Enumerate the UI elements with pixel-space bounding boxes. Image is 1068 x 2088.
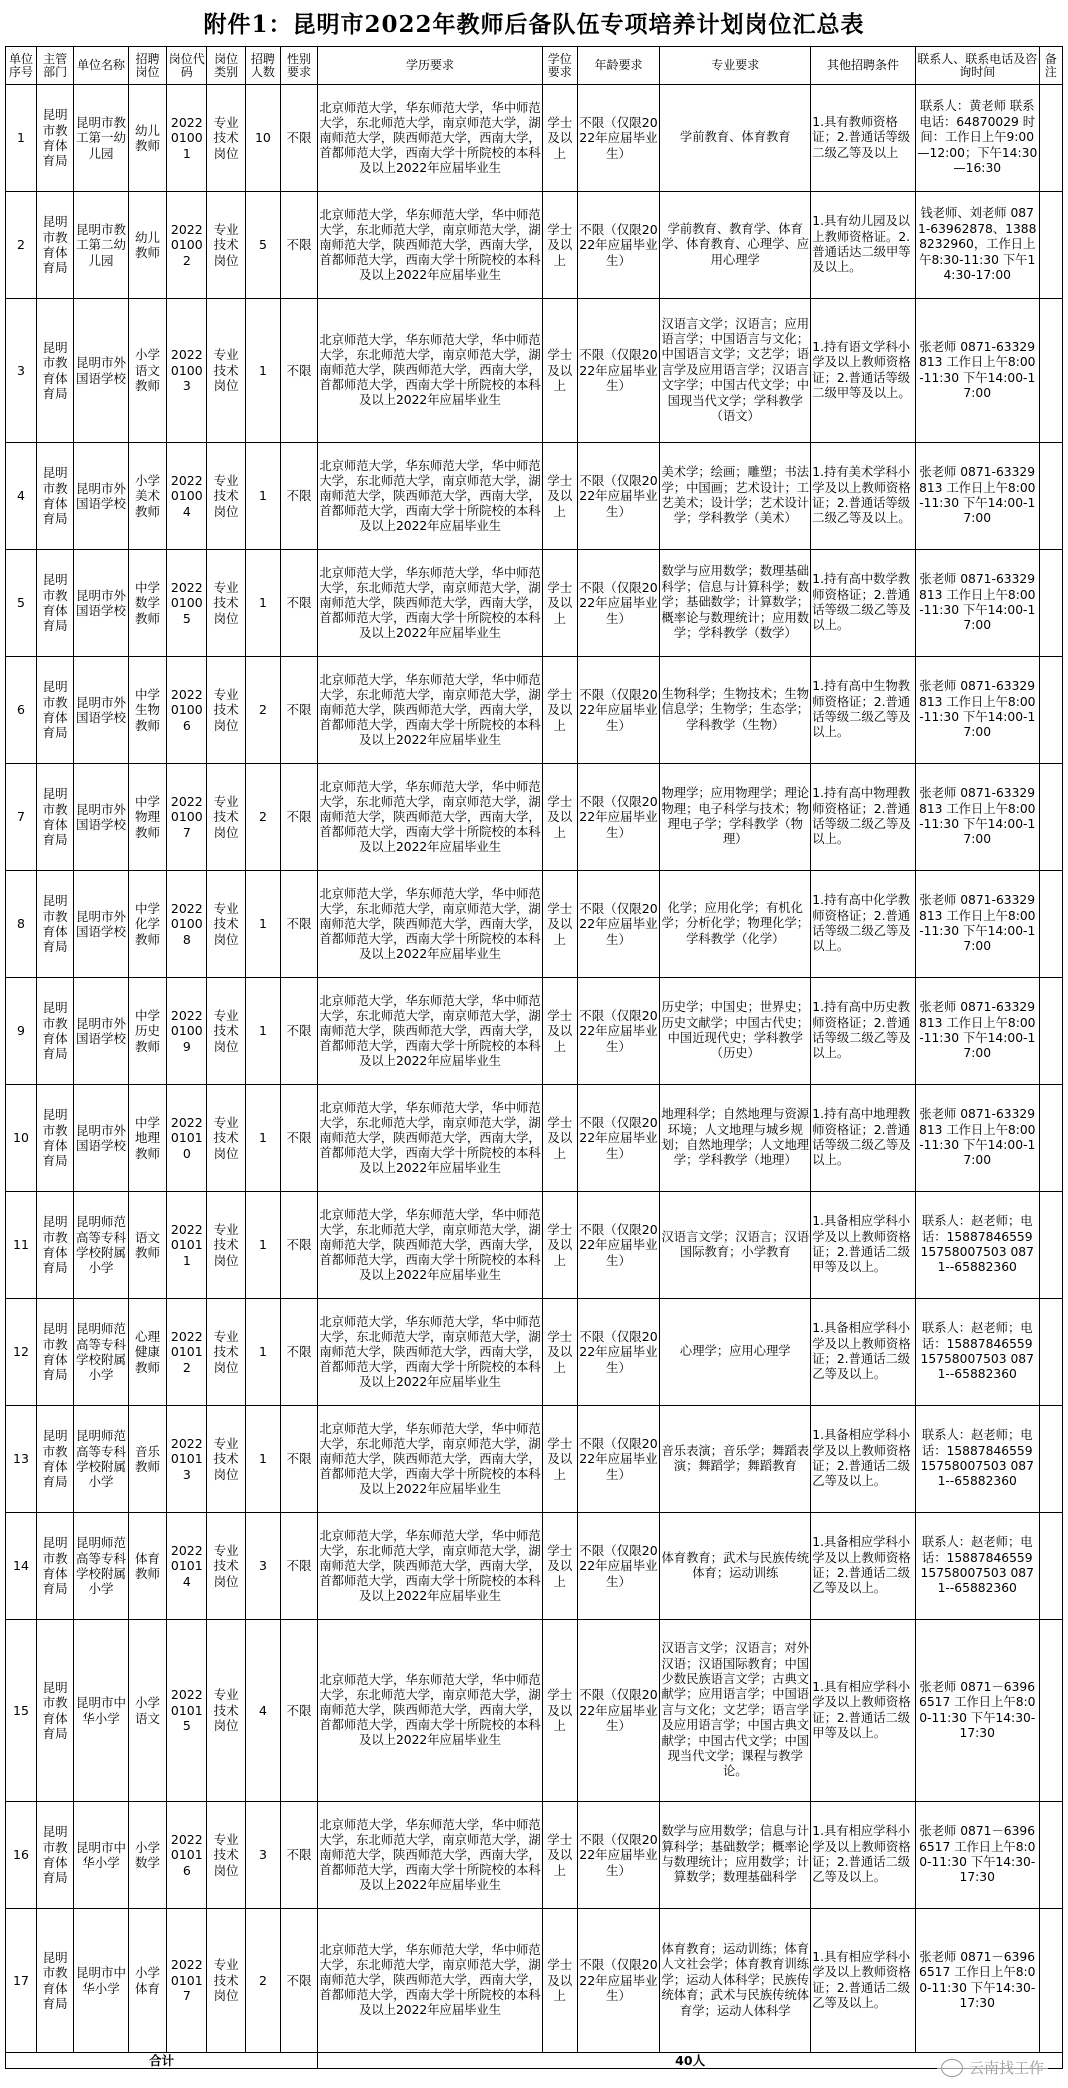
post-cell: 音乐教师 [128,1406,167,1513]
unit-cell: 昆明师范高等专科学校附属小学 [74,1513,128,1620]
conditions-cell: 1.持有高中物理教师资格证；2.普通话等级二级乙等及以上。 [811,764,916,871]
conditions-cell: 1.持有高中化学教师资格证；2.普通话等级二级乙等及以上。 [811,871,916,978]
contact-cell: 张老师 0871-63329813 工作日上午8:00-11:30 下午14:00-17:00 [915,443,1039,550]
conditions-cell: 1.持有高中生物教师资格证；2.普通话等级二级乙等及以上。 [811,657,916,764]
unit-cell: 昆明市教工第一幼儿园 [74,85,128,192]
age-cell: 不限（仅限2022年应届毕业生） [577,443,660,550]
contact-cell: 张老师 0871-63329813 工作日上午8:00-11:30 下午14:00-17:00 [915,657,1039,764]
degree-cell: 学士及以上 [542,871,577,978]
gender-cell: 不限 [280,1299,317,1406]
degree-cell: 学士及以上 [542,1620,577,1802]
education-cell: 北京师范大学，华东师范大学，华中师范大学，东北师范大学，南京师范大学，湖南师范大学，陕西师范大学，西南大学，首都师范大学，西南大学十所院校的本科及以上2022年应届毕业生 [318,1513,543,1620]
education-cell: 北京师范大学，华东师范大学，华中师范大学，东北师范大学，南京师范大学，湖南师范大学，陕西师范大学，西南大学，首都师范大学，西南大学十所院校的本科及以上2022年应届毕业生 [318,764,543,871]
dept-cell: 昆明市教育体育局 [36,85,73,192]
note-cell [1039,192,1062,299]
note-cell [1039,764,1062,871]
major-cell: 汉语言文学；汉语言；汉语国际教育；小学教育 [660,1192,811,1299]
education-cell: 北京师范大学，华东师范大学，华中师范大学，东北师范大学，南京师范大学，湖南师范大学，陕西师范大学，西南大学，首都师范大学，西南大学十所院校的本科及以上2022年应届毕业生 [318,1085,543,1192]
note-cell [1039,1620,1062,1802]
age-cell: 不限（仅限2022年应届毕业生） [577,192,660,299]
unit-cell: 昆明市中华小学 [74,1620,128,1802]
code-cell: 202201016 [167,1802,207,1909]
education-cell: 北京师范大学，华东师范大学，华中师范大学，东北师范大学，南京师范大学，湖南师范大学，陕西师范大学，西南大学，首都师范大学，西南大学十所院校的本科及以上2022年应届毕业生 [318,1620,543,1802]
note-cell [1039,1909,1062,2053]
page-title: 附件1：昆明市2022年教师后备队伍专项培养计划岗位汇总表 [203,11,865,38]
conditions-cell: 1.持有语文学科小学及以上教师资格证；2.普通话等级二级甲等及以上。 [811,299,916,443]
gender-cell: 不限 [280,1513,317,1620]
table-row [6,764,1063,871]
unit-cell: 昆明师范高等专科学校附属小学 [74,1299,128,1406]
gender-cell: 不限 [280,657,317,764]
header-cell: 年龄要求 [577,47,660,85]
post-cell: 体育教师 [128,1513,167,1620]
category-cell: 专业技术岗位 [207,1192,246,1299]
code-cell: 202201002 [167,192,207,299]
post-cell: 语文教师 [128,1192,167,1299]
code-cell: 202201011 [167,1192,207,1299]
watermark-text: 云南找工作 [968,2059,1044,2077]
education-cell: 北京师范大学，华东师范大学，华中师范大学，东北师范大学，南京师范大学，湖南师范大学，陕西师范大学，西南大学，首都师范大学，西南大学十所院校的本科及以上2022年应届毕业生 [318,192,543,299]
count-cell: 1 [246,550,281,657]
major-cell: 数学与应用数学；数理基础科学；信息与计算科学；数学；基础数学；计算数学；概率论与数理统计；应用数学；学科教学（数学） [660,550,811,657]
dept-cell: 昆明市教育体育局 [36,1299,73,1406]
age-cell: 不限（仅限2022年应届毕业生） [577,1406,660,1513]
code-cell: 202201001 [167,85,207,192]
dept-cell: 昆明市教育体育局 [36,192,73,299]
dept-cell: 昆明市教育体育局 [36,1513,73,1620]
note-cell [1039,1299,1062,1406]
degree-cell: 学士及以上 [542,657,577,764]
degree-cell: 学士及以上 [542,443,577,550]
category-cell: 专业技术岗位 [207,657,246,764]
note-cell [1039,1513,1062,1620]
note-cell [1039,299,1062,443]
unit-cell: 昆明师范高等专科学校附属小学 [74,1192,128,1299]
chat-bubble-icon [941,2059,963,2077]
conditions-cell: 1.持有美术学科小学及以上教师资格证；2.普通话等级二级乙等及以上。 [811,443,916,550]
count-cell: 2 [246,764,281,871]
contact-cell: 张老师 0871－63966517 工作日上午8:00-11:30 下午14:30-17:30 [915,1802,1039,1909]
table-row [6,1802,1063,1909]
gender-cell: 不限 [280,764,317,871]
education-cell: 北京师范大学，华东师范大学，华中师范大学，东北师范大学，南京师范大学，湖南师范大学，陕西师范大学，西南大学，首都师范大学，西南大学十所院校的本科及以上2022年应届毕业生 [318,978,543,1085]
contact-cell: 联系人：黄老师 联系电话：64870029 时间：工作日上午9:00—12:00；下午14:30—16:30 [915,85,1039,192]
education-cell: 北京师范大学，华东师范大学，华中师范大学，东北师范大学，南京师范大学，湖南师范大学，陕西师范大学，西南大学，首都师范大学，西南大学十所院校的本科及以上2022年应届毕业生 [318,1192,543,1299]
age-cell: 不限（仅限2022年应届毕业生） [577,764,660,871]
code-cell: 202201010 [167,1085,207,1192]
contact-cell: 联系人：赵老师；电话：15887846559 15758007503 0871--65882360 [915,1406,1039,1513]
post-cell: 中学化学教师 [128,871,167,978]
conditions-cell: 1.具有相应学科小学及以上教师资格证；2.普通话二级乙等及以上。 [811,1802,916,1909]
post-cell: 小学语文教师 [128,299,167,443]
note-cell [1039,1802,1062,1909]
age-cell: 不限（仅限2022年应届毕业生） [577,1299,660,1406]
degree-cell: 学士及以上 [542,550,577,657]
header-cell: 联系人、联系电话及咨询时间 [915,47,1039,85]
major-cell: 地理科学；自然地理与资源环境；人文地理与城乡规划；自然地理学；人文地理学；学科教学（地理） [660,1085,811,1192]
age-cell: 不限（仅限2022年应届毕业生） [577,1085,660,1192]
table-row [6,550,1063,657]
education-cell: 北京师范大学，华东师范大学，华中师范大学，东北师范大学，南京师范大学，湖南师范大学，陕西师范大学，西南大学，首都师范大学，西南大学十所院校的本科及以上2022年应届毕业生 [318,1299,543,1406]
row-number: 6 [6,657,37,764]
gender-cell: 不限 [280,1620,317,1802]
header-cell: 学历要求 [318,47,543,85]
contact-cell: 张老师 0871-63329813 工作日上午8:00-11:30 下午14:00-17:00 [915,871,1039,978]
count-cell: 1 [246,1406,281,1513]
contact-cell: 张老师 0871-63329813 工作日上午8:00-11:30 下午14:00-17:00 [915,978,1039,1085]
age-cell: 不限（仅限2022年应届毕业生） [577,85,660,192]
header-cell: 岗位代码 [167,47,207,85]
education-cell: 北京师范大学，华东师范大学，华中师范大学，东北师范大学，南京师范大学，湖南师范大学，陕西师范大学，西南大学，首都师范大学，西南大学十所院校的本科及以上2022年应届毕业生 [318,85,543,192]
degree-cell: 学士及以上 [542,1909,577,2053]
watermark [937,2055,1048,2080]
positions-table [5,46,1063,2069]
unit-cell: 昆明市中华小学 [74,1909,128,2053]
row-number: 1 [6,85,37,192]
dept-cell: 昆明市教育体育局 [36,299,73,443]
note-cell [1039,1192,1062,1299]
education-cell: 北京师范大学，华东师范大学，华中师范大学，东北师范大学，南京师范大学，湖南师范大学，陕西师范大学，西南大学，首都师范大学，西南大学十所院校的本科及以上2022年应届毕业生 [318,871,543,978]
degree-cell: 学士及以上 [542,85,577,192]
row-number: 16 [6,1802,37,1909]
age-cell: 不限（仅限2022年应届毕业生） [577,978,660,1085]
conditions-cell: 1.具备相应学科小学及以上教师资格证；2.普通话二级乙等及以上。 [811,1406,916,1513]
conditions-cell: 1.具备相应学科小学及以上教师资格证；2.普通话二级乙等及以上。 [811,1299,916,1406]
degree-cell: 学士及以上 [542,1406,577,1513]
dept-cell: 昆明市教育体育局 [36,871,73,978]
header-row [6,47,1063,85]
education-cell: 北京师范大学，华东师范大学，华中师范大学，东北师范大学，南京师范大学，湖南师范大学，陕西师范大学，西南大学，首都师范大学，西南大学十所院校的本科及以上2022年应届毕业生 [318,1406,543,1513]
post-cell: 幼儿教师 [128,192,167,299]
post-cell: 中学物理教师 [128,764,167,871]
table-row [6,443,1063,550]
post-cell: 小学美术教师 [128,443,167,550]
count-cell: 2 [246,657,281,764]
post-cell: 中学生物教师 [128,657,167,764]
contact-cell: 钱老师、刘老师 0871-63962878、13888232960，工作日上午8:30-11:30 下午14:30-17:00 [915,192,1039,299]
category-cell: 专业技术岗位 [207,1909,246,2053]
header-cell: 学位要求 [542,47,577,85]
count-cell: 3 [246,1802,281,1909]
dept-cell: 昆明市教育体育局 [36,443,73,550]
major-cell: 体育教育；运动训练；体育人文社会学；体育教育训练学；运动人体科学；民族传统体育；武术与民族传统体育学；运动人体科学 [660,1909,811,2053]
code-cell: 202201007 [167,764,207,871]
category-cell: 专业技术岗位 [207,1406,246,1513]
education-cell: 北京师范大学，华东师范大学，华中师范大学，东北师范大学，南京师范大学，湖南师范大学，陕西师范大学，西南大学，首都师范大学，西南大学十所院校的本科及以上2022年应届毕业生 [318,1909,543,2053]
age-cell: 不限（仅限2022年应届毕业生） [577,299,660,443]
note-cell [1039,871,1062,978]
gender-cell: 不限 [280,1802,317,1909]
table-row [6,1406,1063,1513]
count-cell: 4 [246,1620,281,1802]
category-cell: 专业技术岗位 [207,1085,246,1192]
dept-cell: 昆明市教育体育局 [36,1909,73,2053]
category-cell: 专业技术岗位 [207,1802,246,1909]
unit-cell: 昆明市外国语学校 [74,1085,128,1192]
contact-cell: 张老师 0871-63329813 工作日上午8:00-11:30 下午14:00-17:00 [915,550,1039,657]
category-cell: 专业技术岗位 [207,978,246,1085]
unit-cell: 昆明市外国语学校 [74,299,128,443]
conditions-cell: 1.持有高中历史教师资格证；2.普通话等级二级乙等及以上。 [811,978,916,1085]
conditions-cell: 1.具备相应学科小学及以上教师资格证；2.普通话二级甲等及以上。 [811,1192,916,1299]
row-number: 17 [6,1909,37,2053]
contact-cell: 张老师 0871-63329813 工作日上午8:00-11:30 下午14:00-17:00 [915,1085,1039,1192]
header-cell: 性别要求 [280,47,317,85]
note-cell [1039,978,1062,1085]
age-cell: 不限（仅限2022年应届毕业生） [577,1620,660,1802]
note-cell [1039,85,1062,192]
header-cell: 岗位类别 [207,47,246,85]
dept-cell: 昆明市教育体育局 [36,1085,73,1192]
row-number: 11 [6,1192,37,1299]
conditions-cell: 1.持有高中数学教师资格证；2.普通话等级二级乙等及以上。 [811,550,916,657]
count-cell: 2 [246,1909,281,2053]
degree-cell: 学士及以上 [542,1299,577,1406]
total-value: 40人 [318,2053,1063,2069]
post-cell: 中学数学教师 [128,550,167,657]
contact-cell: 联系人：赵老师；电话：15887846559 15758007503 0871--65882360 [915,1299,1039,1406]
row-number: 4 [6,443,37,550]
table-row [6,85,1063,192]
header-cell: 其他招聘条件 [811,47,916,85]
table-row [6,1192,1063,1299]
table-row [6,1513,1063,1620]
education-cell: 北京师范大学，华东师范大学，华中师范大学，东北师范大学，南京师范大学，湖南师范大学，陕西师范大学，西南大学，首都师范大学，西南大学十所院校的本科及以上2022年应届毕业生 [318,657,543,764]
major-cell: 美术学；绘画；雕塑；书法学；中国画；艺术设计；工艺美术；设计学；艺术设计学；学科教学（美术） [660,443,811,550]
row-number: 8 [6,871,37,978]
row-number: 3 [6,299,37,443]
post-cell: 心理健康教师 [128,1299,167,1406]
count-cell: 1 [246,1299,281,1406]
gender-cell: 不限 [280,85,317,192]
gender-cell: 不限 [280,1406,317,1513]
code-cell: 202201006 [167,657,207,764]
gender-cell: 不限 [280,443,317,550]
degree-cell: 学士及以上 [542,764,577,871]
table-row [6,1085,1063,1192]
major-cell: 体育教育；武术与民族传统体育；运动训练 [660,1513,811,1620]
header-cell: 单位名称 [74,47,128,85]
degree-cell: 学士及以上 [542,1802,577,1909]
category-cell: 专业技术岗位 [207,871,246,978]
row-number: 5 [6,550,37,657]
category-cell: 专业技术岗位 [207,1299,246,1406]
education-cell: 北京师范大学，华东师范大学，华中师范大学，东北师范大学，南京师范大学，湖南师范大学，陕西师范大学，西南大学，首都师范大学，西南大学十所院校的本科及以上2022年应届毕业生 [318,550,543,657]
education-cell: 北京师范大学，华东师范大学，华中师范大学，东北师范大学，南京师范大学，湖南师范大学，陕西师范大学，西南大学，首都师范大学，西南大学十所院校的本科及以上2022年应届毕业生 [318,1802,543,1909]
count-cell: 5 [246,192,281,299]
dept-cell: 昆明市教育体育局 [36,978,73,1085]
code-cell: 202201017 [167,1909,207,2053]
dept-cell: 昆明市教育体育局 [36,764,73,871]
unit-cell: 昆明市外国语学校 [74,443,128,550]
dept-cell: 昆明市教育体育局 [36,657,73,764]
table-row [6,192,1063,299]
code-cell: 202201005 [167,550,207,657]
code-cell: 202201008 [167,871,207,978]
code-cell: 202201003 [167,299,207,443]
category-cell: 专业技术岗位 [207,1620,246,1802]
row-number: 10 [6,1085,37,1192]
degree-cell: 学士及以上 [542,1085,577,1192]
major-cell: 化学；应用化学；有机化学；分析化学；物理化学；学科教学（化学） [660,871,811,978]
gender-cell: 不限 [280,1085,317,1192]
degree-cell: 学士及以上 [542,299,577,443]
header-cell: 招聘人数 [246,47,281,85]
post-cell: 中学历史教师 [128,978,167,1085]
category-cell: 专业技术岗位 [207,443,246,550]
contact-cell: 张老师 0871-63329813 工作日上午8:00-11:30 下午14:00-17:00 [915,764,1039,871]
unit-cell: 昆明市教工第二幼儿园 [74,192,128,299]
gender-cell: 不限 [280,299,317,443]
major-cell: 历史学；中国史；世界史；历史文献学；中国古代史；中国近现代史；学科教学（历史） [660,978,811,1085]
contact-cell: 联系人：赵老师；电话：15887846559 15758007503 0871--65882360 [915,1513,1039,1620]
note-cell [1039,550,1062,657]
conditions-cell: 1.具有幼儿园及以上教师资格证。2.普通话达二级甲等及以上。 [811,192,916,299]
post-cell: 小学语文 [128,1620,167,1802]
gender-cell: 不限 [280,1192,317,1299]
total-row [6,2053,1063,2069]
unit-cell: 昆明市外国语学校 [74,978,128,1085]
unit-cell: 昆明市外国语学校 [74,657,128,764]
table-row [6,1620,1063,1802]
row-number: 15 [6,1620,37,1802]
total-label: 合计 [6,2053,318,2069]
table-row [6,299,1063,443]
age-cell: 不限（仅限2022年应届毕业生） [577,1802,660,1909]
count-cell: 1 [246,1085,281,1192]
age-cell: 不限（仅限2022年应届毕业生） [577,1513,660,1620]
code-cell: 202201012 [167,1299,207,1406]
row-number: 2 [6,192,37,299]
table-row [6,1299,1063,1406]
degree-cell: 学士及以上 [542,978,577,1085]
header-cell: 主管部门 [36,47,73,85]
dept-cell: 昆明市教育体育局 [36,1192,73,1299]
age-cell: 不限（仅限2022年应届毕业生） [577,1909,660,2053]
gender-cell: 不限 [280,978,317,1085]
major-cell: 数学与应用数学；信息与计算科学；基础数学；概率论与数理统计；应用数学；计算数学；数理基础科学 [660,1802,811,1909]
header-cell: 专业要求 [660,47,811,85]
major-cell: 学前教育、教育学、体育学、体育教育、心理学、应用心理学 [660,192,811,299]
row-number: 7 [6,764,37,871]
row-number: 14 [6,1513,37,1620]
conditions-cell: 1.持有高中地理教师资格证；2.普通话等级二级乙等及以上。 [811,1085,916,1192]
table-row [6,657,1063,764]
contact-cell: 联系人：赵老师；电话：15887846559 15758007503 0871--65882360 [915,1192,1039,1299]
conditions-cell: 1.具有教师资格证；2.普通话等级二级乙等及以上 [811,85,916,192]
table-row [6,1909,1063,2053]
education-cell: 北京师范大学，华东师范大学，华中师范大学，东北师范大学，南京师范大学，湖南师范大学，陕西师范大学，西南大学，首都师范大学，西南大学十所院校的本科及以上2022年应届毕业生 [318,299,543,443]
code-cell: 202201004 [167,443,207,550]
age-cell: 不限（仅限2022年应届毕业生） [577,871,660,978]
gender-cell: 不限 [280,192,317,299]
category-cell: 专业技术岗位 [207,764,246,871]
post-cell: 小学数学 [128,1802,167,1909]
contact-cell: 张老师 0871－63966517 工作日上午8:00-11:30 下午14:30-17:30 [915,1620,1039,1802]
unit-cell: 昆明师范高等专科学校附属小学 [74,1406,128,1513]
education-cell: 北京师范大学，华东师范大学，华中师范大学，东北师范大学，南京师范大学，湖南师范大学，陕西师范大学，西南大学，首都师范大学，西南大学十所院校的本科及以上2022年应届毕业生 [318,443,543,550]
major-cell: 物理学；应用物理学；理论物理；电子科学与技术；物理电子学；学科教学（物理） [660,764,811,871]
contact-cell: 张老师 0871-63329813 工作日上午8:00-11:30 下午14:00-17:00 [915,299,1039,443]
count-cell: 10 [246,85,281,192]
code-cell: 202201013 [167,1406,207,1513]
note-cell [1039,1085,1062,1192]
row-number: 13 [6,1406,37,1513]
dept-cell: 昆明市教育体育局 [36,1802,73,1909]
unit-cell: 昆明市外国语学校 [74,550,128,657]
major-cell: 汉语言文学；汉语言；对外汉语；汉语国际教育；中国少数民族语言文学；古典文献学；应用语言学；中国语言与文化；文艺学；语言学及应用语言学；中国古典文献学；中国古代文学；中国现当代文学；课程与教学论。 [660,1620,811,1802]
post-cell: 小学体育 [128,1909,167,2053]
count-cell: 1 [246,1192,281,1299]
count-cell: 1 [246,443,281,550]
header-cell: 备注 [1039,47,1062,85]
major-cell: 学前教育、体育教育 [660,85,811,192]
count-cell: 1 [246,978,281,1085]
category-cell: 专业技术岗位 [207,550,246,657]
major-cell: 生物科学；生物技术；生物信息学；生物学；生态学；学科教学（生物） [660,657,811,764]
unit-cell: 昆明市外国语学校 [74,764,128,871]
post-cell: 幼儿教师 [128,85,167,192]
header-cell: 单位序号 [6,47,37,85]
conditions-cell: 1.具有相应学科小学及以上教师资格证；2.普通话二级乙等及以上。 [811,1909,916,2053]
gender-cell: 不限 [280,550,317,657]
category-cell: 专业技术岗位 [207,1513,246,1620]
unit-cell: 昆明市中华小学 [74,1802,128,1909]
table-row [6,978,1063,1085]
gender-cell: 不限 [280,871,317,978]
major-cell: 音乐表演；音乐学；舞蹈表演；舞蹈学；舞蹈教育 [660,1406,811,1513]
code-cell: 202201015 [167,1620,207,1802]
header-cell: 招聘岗位 [128,47,167,85]
count-cell: 3 [246,1513,281,1620]
conditions-cell: 1.具有相应学科小学及以上教师资格证；2.普通话二级甲等及以上。 [811,1620,916,1802]
unit-cell: 昆明市外国语学校 [74,871,128,978]
dept-cell: 昆明市教育体育局 [36,1406,73,1513]
age-cell: 不限（仅限2022年应届毕业生） [577,1192,660,1299]
degree-cell: 学士及以上 [542,1192,577,1299]
contact-cell: 张老师 0871－63966517 工作日上午8:00-11:30 下午14:30-17:30 [915,1909,1039,2053]
row-number: 9 [6,978,37,1085]
count-cell: 1 [246,871,281,978]
note-cell [1039,657,1062,764]
post-cell: 中学地理教师 [128,1085,167,1192]
code-cell: 202201009 [167,978,207,1085]
category-cell: 专业技术岗位 [207,85,246,192]
table-row [6,871,1063,978]
major-cell: 汉语言文学；汉语言；应用语言学；中国语言与文化；中国语言文学；文艺学；语言学及应用语言学；汉语言文字学；中国古代文学；中国现当代文学；学科教学（语文） [660,299,811,443]
count-cell: 1 [246,299,281,443]
category-cell: 专业技术岗位 [207,299,246,443]
age-cell: 不限（仅限2022年应届毕业生） [577,550,660,657]
row-number: 12 [6,1299,37,1406]
degree-cell: 学士及以上 [542,192,577,299]
degree-cell: 学士及以上 [542,1513,577,1620]
note-cell [1039,1406,1062,1513]
category-cell: 专业技术岗位 [207,192,246,299]
age-cell: 不限（仅限2022年应届毕业生） [577,657,660,764]
dept-cell: 昆明市教育体育局 [36,550,73,657]
dept-cell: 昆明市教育体育局 [36,1620,73,1802]
conditions-cell: 1.具备相应学科小学及以上教师资格证；2.普通话二级乙等及以上。 [811,1513,916,1620]
code-cell: 202201014 [167,1513,207,1620]
gender-cell: 不限 [280,1909,317,2053]
note-cell [1039,443,1062,550]
major-cell: 心理学；应用心理学 [660,1299,811,1406]
